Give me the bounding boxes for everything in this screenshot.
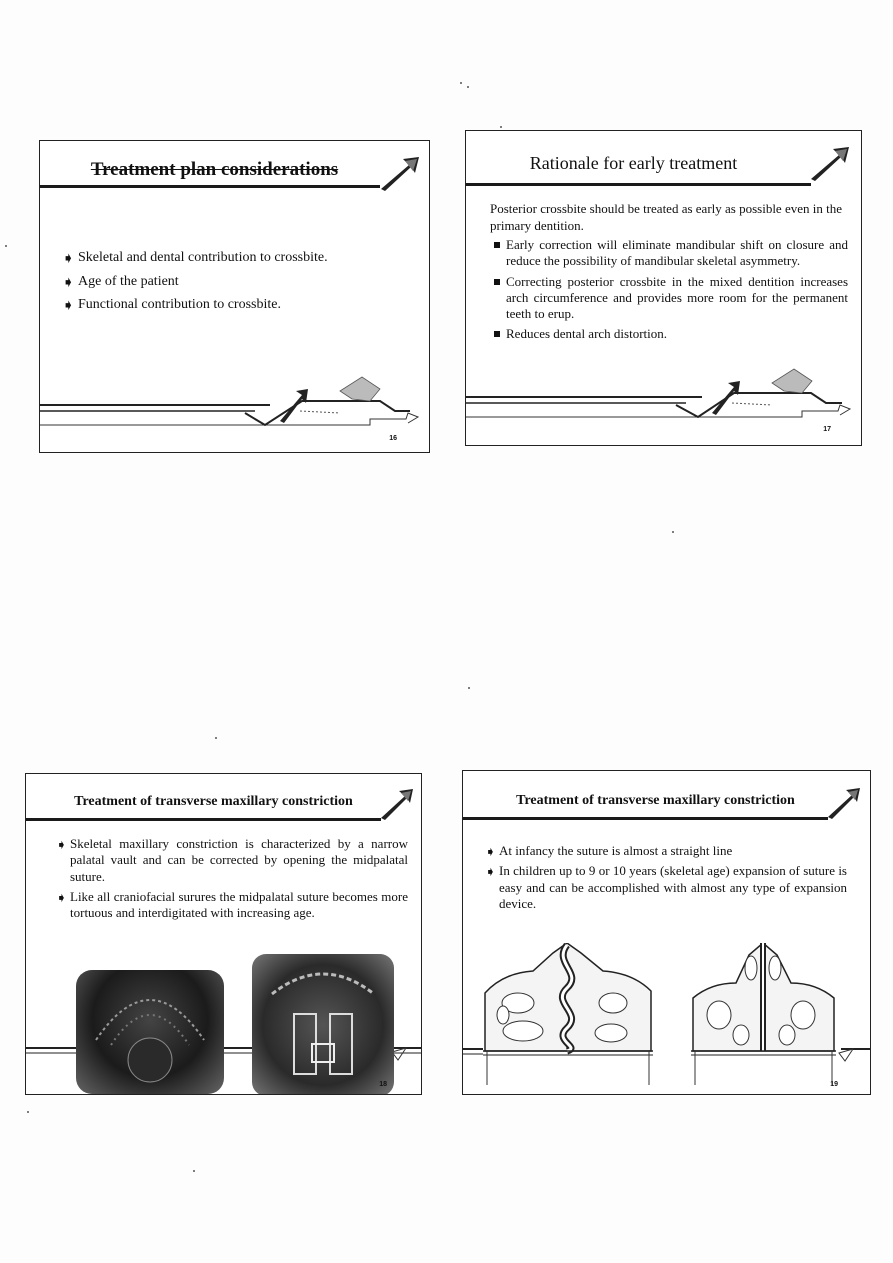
speck [193,1170,195,1172]
slide-treatment-plan [39,140,430,453]
slide-title: Treatment plan considerations [90,159,339,180]
bullet-item [492,274,848,323]
slide-rationale [465,130,862,446]
slide-title: Rationale for early treatment [529,153,738,173]
arrow-bullet-icon: ➧ [62,251,75,267]
skeletal-photo-right [252,954,394,1095]
bullet-text: Skeletal maxillary constriction is characterized by a narrow palatal vault and can be corrected by opening the midpalatal suture. [70,836,408,884]
slide-footer-graphic [40,373,430,433]
bullet-item [492,237,848,270]
bullet-item [492,326,848,342]
bullet-list [62,249,412,314]
title-rule [466,183,811,186]
corner-arrow-icon [379,155,421,191]
slide-title: Treatment of transverse maxillary constriction [74,794,353,809]
bullet-text: Correcting posterior crossbite in the mixed dentition increases arch circumference and provides more room for the permanent teeth to erup. [506,273,848,321]
page-number: 19 [830,1081,838,1088]
square-bullet-icon [494,279,500,285]
arrow-bullet-icon: ➧ [56,837,67,852]
bullet-text: Like all craniofacial surures the midpalatal suture becomes more tortuous and interdigitated with increasing age. [70,888,408,920]
bullet-list [492,237,848,343]
slide-footer-graphic [466,365,862,425]
square-bullet-icon [494,242,500,248]
bullet-item [56,836,408,885]
page-number: 17 [823,426,831,433]
title-rule [463,817,828,820]
arrow-bullet-icon: ➧ [485,864,496,880]
bullet-text: Age of the patient [78,273,179,289]
square-bullet-icon [494,331,500,337]
bullet-item [62,296,412,314]
slide-transverse-constriction-b [462,770,871,1095]
slide-footer-graphic [463,1039,871,1069]
slide-transverse-constriction-a [25,773,422,1095]
bullet-text: Early correction will eliminate mandibular shift on closure and reduce the possibility of mandibular skeletal asymmetry. [506,237,848,269]
bullet-text: At infancy the suture is almost a straight line [499,843,733,858]
bullet-text: In children up to 9 or 10 years (skeletal age) expansion of suture is easy and can be accomplished with almost any type of expansion device. [499,863,847,911]
speck [467,86,469,88]
speck [27,1111,29,1113]
bullet-text: Reduces dental arch distortion. [506,326,668,342]
speck [460,82,462,84]
intro-text: Posterior crossbite should be treated as early as possible even in the primary dentition. [490,201,842,233]
bullet-list [485,843,847,912]
page-number: 16 [389,435,397,442]
corner-arrow-icon [809,145,851,181]
corner-arrow-icon [379,788,415,820]
arrow-bullet-icon: ➧ [62,274,75,291]
bullet-text: Functional contribution to crossbite. [78,297,281,312]
bullet-list [56,836,408,921]
speck [672,531,674,533]
arrow-bullet-icon: ➧ [56,889,67,905]
arrow-bullet-icon: ➧ [62,298,75,314]
speck [5,245,7,247]
bullet-item [485,863,847,912]
bullet-item [56,889,408,922]
slide-title: Treatment of transverse maxillary constriction [516,793,795,808]
page-number: 18 [379,1081,387,1088]
arrow-bullet-icon: ➧ [485,844,496,859]
speck [468,687,470,689]
bullet-item [485,843,847,859]
bullet-item [62,249,412,267]
speck [215,737,217,739]
title-rule [40,185,380,188]
speck [500,126,502,128]
bullet-text: Skeletal and dental contribution to crossbite. [78,250,328,265]
bullet-item [62,273,412,291]
corner-arrow-icon [826,787,862,819]
skeletal-photo-left [76,970,224,1094]
title-rule [26,818,381,821]
